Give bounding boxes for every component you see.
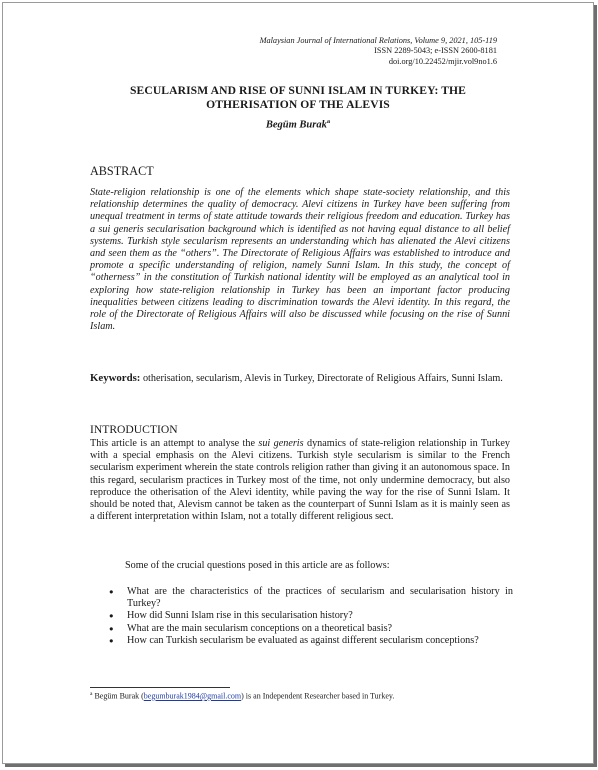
paper-title [3, 84, 593, 112]
intro-italic-term: sui generis [258, 438, 304, 449]
footnote-divider [90, 687, 230, 688]
footnote-rest: ) is an Independent Researcher based in Turkey. [241, 691, 395, 701]
question-item: ● What are the characteristics of the practices of secularism and secularisation history in Turkey? [109, 586, 513, 610]
title-line-1: SECULARISM AND RISE OF SUNNI ISLAM IN TURKEY: THE [129, 84, 467, 97]
journal-citation: Malaysian Journal of International Relations, Volume 9, 2021, 105-119 [259, 36, 497, 45]
abstract-heading: ABSTRACT [90, 164, 154, 178]
introduction-paragraph [90, 438, 510, 523]
question-item: ● What are the main secularism conceptions on a theoretical basis? [109, 623, 513, 635]
intro-text-start: This article is an attempt to analyse the [90, 438, 259, 449]
keywords [90, 372, 510, 385]
questions-lead: Some of the crucial questions posed in this article are as follows: [125, 560, 390, 571]
issn-line: ISSN 2289-5043; e-ISSN 2600-8181 [374, 46, 497, 56]
question-item: ● How did Sunni Islam rise in this secularisation history? [109, 610, 513, 622]
author-footnote [90, 691, 394, 701]
keywords-text: otherisation, secularism, Alevis in Turkey, Directorate of Religious Affairs, Sunni Islam. [142, 373, 503, 384]
author-name: Begüm Burak [265, 119, 327, 131]
doi-line: doi.org/10.22452/mjir.vol9no1.6 [388, 56, 497, 66]
paper-page [2, 2, 594, 764]
author-footnote-mark: a [326, 118, 331, 125]
introduction-heading: INTRODUCTION [90, 423, 178, 436]
journal-header [260, 36, 497, 67]
title-line-2: OTHERISATION OF THE ALEVIS [206, 98, 390, 111]
abstract-text: State-religion relationship is one of the elements which shape state-society relationship, and this relationship determines the quality of democracy. Alevi citizens in Turkey have been suffering from unequal treatment in terms of state attitude towards their religious freedom and education. Turkey has a sui generis secularisation background which is identified as not having equal distance to all belief systems. Turkish style secularism represents an understanding which has alienated the Alevi citizens and seen them as the “others”. The Directorate of Religious Affairs was established to introduce and promote a specific understanding of religion, namely Sunni Islam. In this study, the concept of “otherness” in the constitution of Turkish national identity will be employed as an analytical tool in exploring how state-religion relationship in Turkey has been an important factor producing inequalities between citizens leading to discrimination towards the Alevi identity. In this regard, the role of the Directorate of Religious Affairs will also be discussed while focusing on the rise of Sunni Islam. [90, 187, 510, 333]
footnote-name: Begüm Burak ( [94, 691, 144, 701]
questions-list [109, 586, 513, 647]
intro-text-rest: dynamics of state-religion relationship in Turkey with a special emphasis on the Alevi citizens. Turkish style secularism is similar to the French secularism experiment wherein the state controls religion rather than giving it an autonomous space. In this regard, secularism practices in Turkey most of the time, not only undermine democracy, but also reproduce the otherisation of the Alevi identity, while paving the way for the rise of Sunni Islam. It should be noted that, Alevism cannot be taken as the counterpart of Sunni Islam as it is mainly seen as a different interpretation within Islam, not a totally different religious sect. [90, 438, 510, 523]
author-email-link[interactable]: begumburak1984@gmail.com [143, 691, 242, 701]
keywords-label: Keywords: [90, 372, 141, 384]
footnote-mark: a [90, 691, 93, 697]
question-item: ● How can Turkish secularism be evaluated as against different secularism conceptions? [109, 635, 513, 647]
author-line [3, 118, 593, 131]
